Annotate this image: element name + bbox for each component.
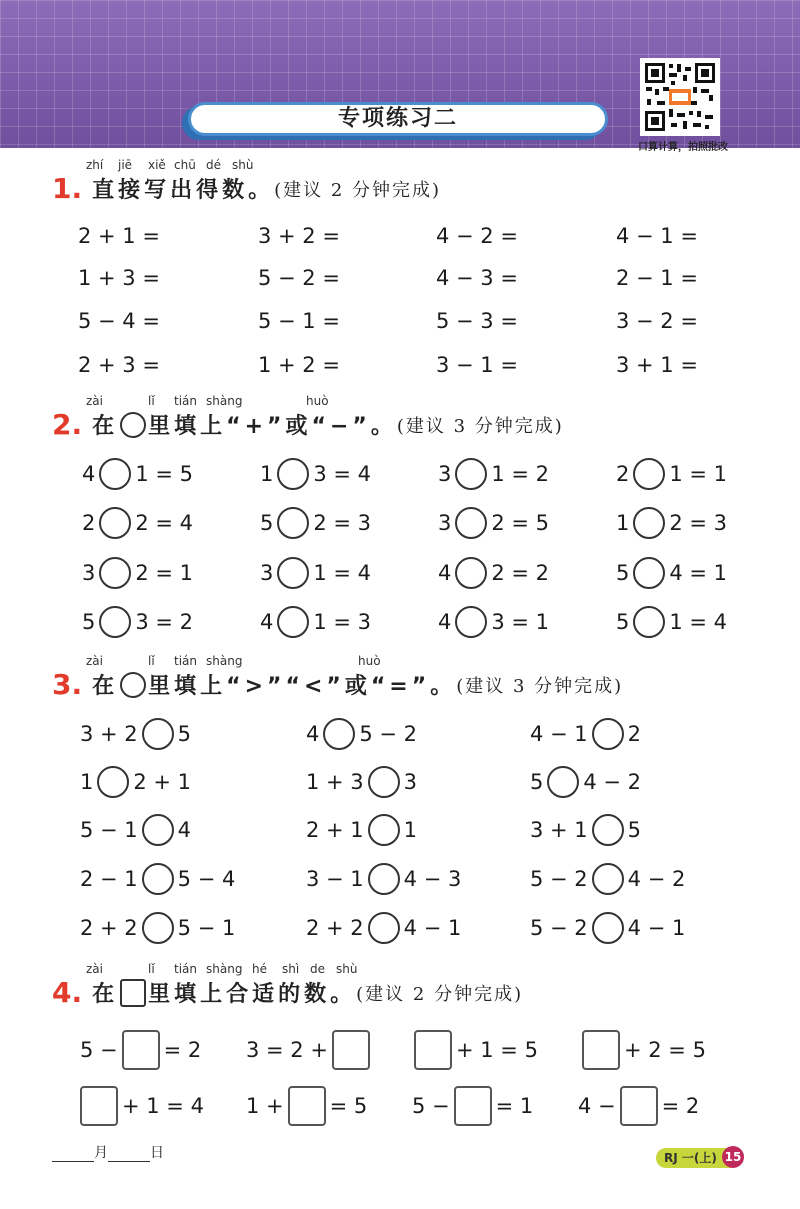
question-text: 在 [92,674,119,699]
question-text: 里填上“+”或“−”。 [148,414,397,439]
problem: 5 3 = 2 [82,602,193,642]
answer-circle[interactable] [99,557,131,589]
problem: 1 2 + 1 [80,762,191,802]
answer-circle[interactable] [455,606,487,638]
book-label: RJ 一(上) [656,1148,739,1168]
question-text: 里填上“>”“<”或“=”。 [148,674,457,699]
problem: 3 − 1 4 − 3 [306,859,461,899]
pinyin: shàng [206,394,243,408]
answer-circle[interactable] [277,606,309,638]
problem: 2 1 = 1 [616,454,727,494]
problem[interactable]: 4 − 1 = [616,224,698,248]
problem: 3 1 = 2 [438,454,549,494]
problem: 5 1 = 4 [616,602,727,642]
answer-circle[interactable] [633,458,665,490]
question-number: 4. [52,976,83,1009]
question-heading [52,408,564,441]
answer-circle[interactable] [277,507,309,539]
problem[interactable]: 5 − 3 = [436,309,518,333]
answer-box[interactable] [122,1030,160,1070]
problem: + 1 = 4 [76,1084,204,1128]
answer-box[interactable] [454,1086,492,1126]
pinyin: de [310,962,325,976]
problem[interactable]: 2 − 1 = [616,266,698,290]
answer-box[interactable] [332,1030,370,1070]
question-text: 在 [92,414,119,439]
question-text: 直接写出得数。 [92,178,275,203]
problem: 4 3 = 1 [438,602,549,642]
question-text: 里填上合适的数。 [148,982,357,1007]
question-3 [52,654,772,704]
question-number: 1. [52,172,83,205]
answer-circle[interactable] [142,814,174,846]
problem: 2 + 1 1 [306,810,417,850]
question-hint: (建议 3 分钟完成) [396,415,564,437]
question-2 [52,394,772,444]
problem: 3 + 1 5 [530,810,641,850]
answer-circle[interactable] [142,912,174,944]
problem: 4 1 = 3 [260,602,371,642]
title-bar [188,102,608,136]
problem[interactable]: 5 − 1 = [258,309,340,333]
month-blank[interactable] [52,1148,94,1162]
problem: 3 = 2 + [246,1028,374,1072]
problem[interactable]: 1 + 2 = [258,353,340,377]
answer-circle[interactable] [99,458,131,490]
date-line [52,1142,164,1162]
pinyin: dé [206,158,221,172]
square-icon [120,979,146,1007]
answer-circle[interactable] [142,863,174,895]
problem: 1 + 3 3 [306,762,417,802]
question-number: 2. [52,408,83,441]
pinyin: lǐ [148,394,155,408]
question-number: 3. [52,668,83,701]
pinyin: xiě [148,158,166,172]
question-hint: (建议 3 分钟完成) [456,675,624,697]
problem: 5 − = 2 [80,1028,201,1072]
pinyin: shàng [206,654,243,668]
problem: 2 + 2 4 − 1 [306,908,461,948]
problem[interactable]: 3 − 2 = [616,309,698,333]
pinyin: lǐ [148,654,155,668]
problem: 1 + = 5 [246,1084,367,1128]
answer-circle[interactable] [97,766,129,798]
header-band [0,0,800,153]
circle-icon [120,672,146,698]
problem[interactable]: 2 + 1 = [78,224,160,248]
problem: 1 3 = 4 [260,454,371,494]
month-label: 月 [94,1145,108,1161]
problem: 5 − 2 4 − 2 [530,859,685,899]
circle-icon [120,412,146,438]
answer-circle[interactable] [368,766,400,798]
question-heading [52,668,623,701]
answer-circle[interactable] [592,814,624,846]
pinyin: huò [306,394,329,408]
problem: + 1 = 5 [410,1028,538,1072]
pinyin: chū [174,158,196,172]
problem[interactable]: 2 + 3 = [78,353,160,377]
problem: 3 2 = 1 [82,553,193,593]
pinyin: shàng [206,962,243,976]
problem: 4 − = 2 [578,1084,699,1128]
answer-circle[interactable] [455,507,487,539]
problem: 2 − 1 5 − 4 [80,859,235,899]
problem: 5 − 1 4 [80,810,191,850]
pinyin: zhí [86,158,104,172]
problem[interactable]: 3 + 2 = [258,224,340,248]
problem[interactable]: 3 + 1 = [616,353,698,377]
answer-box[interactable] [582,1030,620,1070]
answer-box[interactable] [620,1086,658,1126]
problem: 4 − 1 2 [530,714,641,754]
answer-box[interactable] [288,1086,326,1126]
problem: 2 2 = 4 [82,503,193,543]
pinyin: shù [232,158,254,172]
problem: 5 − 2 4 − 1 [530,908,685,948]
pinyin: zài [86,654,103,668]
pinyin: zài [86,394,103,408]
answer-circle[interactable] [633,606,665,638]
day-label: 日 [150,1145,164,1161]
problem: 4 1 = 5 [82,454,193,494]
answer-circle[interactable] [633,507,665,539]
answer-circle[interactable] [592,718,624,750]
answer-circle[interactable] [99,606,131,638]
question-hint: (建议 2 分钟完成) [356,983,524,1005]
problem: 2 + 2 5 − 1 [80,908,235,948]
pinyin: shì [282,962,300,976]
question-hint: (建议 2 分钟完成) [274,179,442,201]
day-blank[interactable] [108,1148,150,1162]
answer-circle[interactable] [455,557,487,589]
pinyin: huò [358,654,381,668]
answer-circle[interactable] [368,912,400,944]
problem: 5 4 − 2 [530,762,641,802]
problem: 4 2 = 2 [438,553,549,593]
page-title: 专项练习二 [337,106,458,131]
answer-circle[interactable] [323,718,355,750]
problem: + 2 = 5 [578,1028,706,1072]
problem[interactable]: 5 − 4 = [78,309,160,333]
problem[interactable]: 5 − 2 = [258,266,340,290]
problem: 3 1 = 4 [260,553,371,593]
pinyin: tián [174,394,197,408]
qr-caption: 口算计算，拍照批改 [638,142,728,153]
problem: 3 2 = 5 [438,503,549,543]
pinyin: tián [174,654,197,668]
problem: 3 + 2 5 [80,714,191,754]
answer-circle[interactable] [277,458,309,490]
answer-box[interactable] [80,1086,118,1126]
answer-circle[interactable] [368,814,400,846]
problem[interactable]: 3 − 1 = [436,353,518,377]
pinyin: tián [174,962,197,976]
problem: 5 − = 1 [412,1084,533,1128]
pinyin: zài [86,962,103,976]
pinyin: hé [252,962,267,976]
page-number: 15 [722,1146,744,1168]
pinyin: jiē [118,158,133,172]
answer-circle[interactable] [277,557,309,589]
problem: 5 4 = 1 [616,553,727,593]
pinyin: shù [336,962,358,976]
answer-circle[interactable] [592,912,624,944]
question-text: 在 [92,982,119,1007]
answer-circle[interactable] [592,863,624,895]
pinyin: lǐ [148,962,155,976]
question-heading [52,976,523,1009]
answer-box[interactable] [414,1030,452,1070]
problem[interactable]: 1 + 3 = [78,266,160,290]
question-4 [52,962,772,1012]
answer-circle[interactable] [142,718,174,750]
problem[interactable]: 4 − 3 = [436,266,518,290]
answer-circle[interactable] [633,557,665,589]
question-heading [52,172,441,205]
answer-circle[interactable] [547,766,579,798]
problem: 4 5 − 2 [306,714,417,754]
problem: 5 2 = 3 [260,503,371,543]
answer-circle[interactable] [368,863,400,895]
answer-circle[interactable] [455,458,487,490]
answer-circle[interactable] [99,507,131,539]
problem[interactable]: 4 − 2 = [436,224,518,248]
problem: 1 2 = 3 [616,503,727,543]
qr-code-icon [640,58,720,136]
